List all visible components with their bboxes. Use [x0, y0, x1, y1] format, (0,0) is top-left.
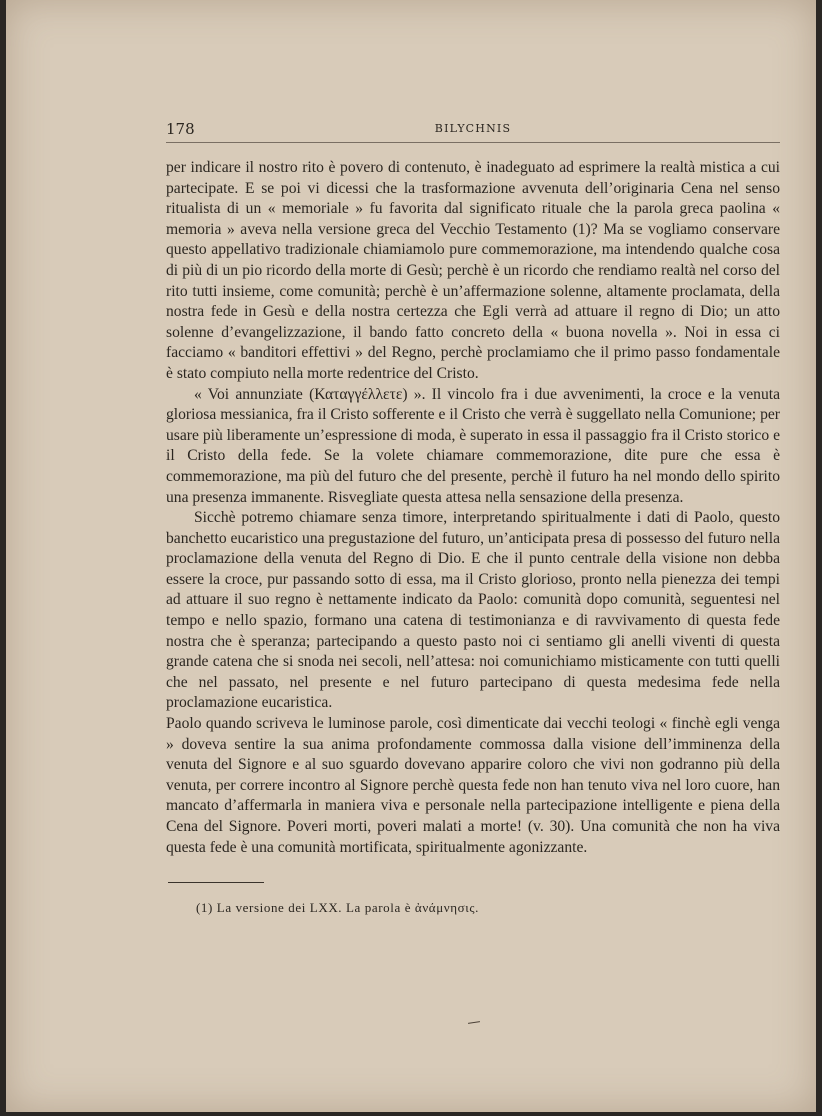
page — [6, 0, 816, 1112]
paragraph-3: Sicchè potremo chiamare senza timore, interpretando spiritualmente i dati di Paolo, questo banchetto eucaristico una pregustazione del futuro, un’anticipata presa di possesso del futuro nella proclamazione della venuta del Regno di Dio. E che il punto centrale della visione non debba essere la croce, pur passando sotto di essa, ma il Cristo glorioso, pronto nella pienezza dei tempi ad attuare il suo regno è nettamente indicato da Paolo: comunità dopo comunità, seguentesi nel tempo e nello spazio, formano una catena di testimonianza e di ravvivamento di questa fede nostra che è speranza; partecipando a questo pasto noi ci sentiamo gli anelli viventi di questa grande catena che si snoda nei secoli, nell’attesa: noi comunichiamo misticamente con tutti quelli che nel passato, nel presente e nel futuro partecipano di questa medesima fede nella proclamazione eucaristica. — [166, 509, 780, 712]
running-header — [166, 118, 780, 143]
footnote: (1) La versione dei LXX. La parola è ἀνάμνησις. — [196, 900, 479, 915]
paragraph-2: « Voi annunziate (Καταγγέλλετε) ». Il vincolo fra i due avvenimenti, la croce e la venuta gloriosa messianica, fra il Cristo sofferente e il Cristo che verrà è suggellato nella Comunione; per usare più liberamente un’espressione di moda, è superato in essa il passaggio fra il Cristo storico e il Cristo della fede. Se la volete chiamare commemorazione, dite pure che essa è commemorazione, ma più del futuro che del presente, perchè il futuro ha nel mondo dello spirito una presenza immanente. Risvegliate questa attesa nella sensazione della presenza. — [166, 385, 780, 506]
running-title: BILYCHNIS — [434, 122, 512, 135]
paragraph-4: Paolo quando scriveva le luminose parole, così dimenticate dai vecchi teologi « finchè egli venga » doveva sentire la sua anima profondamente commossa dalla visione dell’imminenza della venuta del Signore e al suo sguardo dovevano apparire coloro che vivi non godranno più della venuta, per correre incontro al Signore perchè questa fede non han tenuto viva nel loro cuore, han mancato d’affermarla in maniera viva e personale nella partecipazione intelligente e piena della Cena del Signore. Poveri morti, poveri malati a morte! (v. 30). Una comunità che non ha viva questa fede è una comunità mortificata, spiritualmente agonizzante. — [166, 715, 780, 856]
paragraph-1: per indicare il nostro rito è povero di contenuto, è inadeguato ad esprimere la realtà mistica a cui partecipate. E se poi vi dicessi che la trasformazione avvenuta dell’originaria Cena nel senso ritualista di un « memoriale » fu favorita dal significato rituale che la parola greca paolina « memoria » aveva nella versione greca del Vecchio Testamento (1)? Ma se vogliamo conservare questo appellativo tradizionale chiamiamolo pure commemorazione, ma intendendo qualche cosa di più di un pio ricordo della morte di Gesù; perchè è un ricordo che rendiamo realtà nel corso del rito tutti insieme, come comunità; perchè è un’affermazione solenne, altamente proclamata, della nostra fede in Gesù e della nostra certezza che Egli verrà ad attuare il regno di Dio; un atto solenne d’evangelizzazione, il bando fatto concreto della « buona novella ». Noi in essa ci facciamo « banditori effettivi » del Regno, perchè proclamiamo che il primo passo fondamentale è stato compiuto nella morte redentrice del Cristo. — [166, 159, 780, 382]
body-text — [166, 158, 780, 858]
page-mark — [468, 1021, 480, 1024]
page-number: 178 — [166, 120, 195, 138]
footnote-divider — [168, 882, 264, 883]
